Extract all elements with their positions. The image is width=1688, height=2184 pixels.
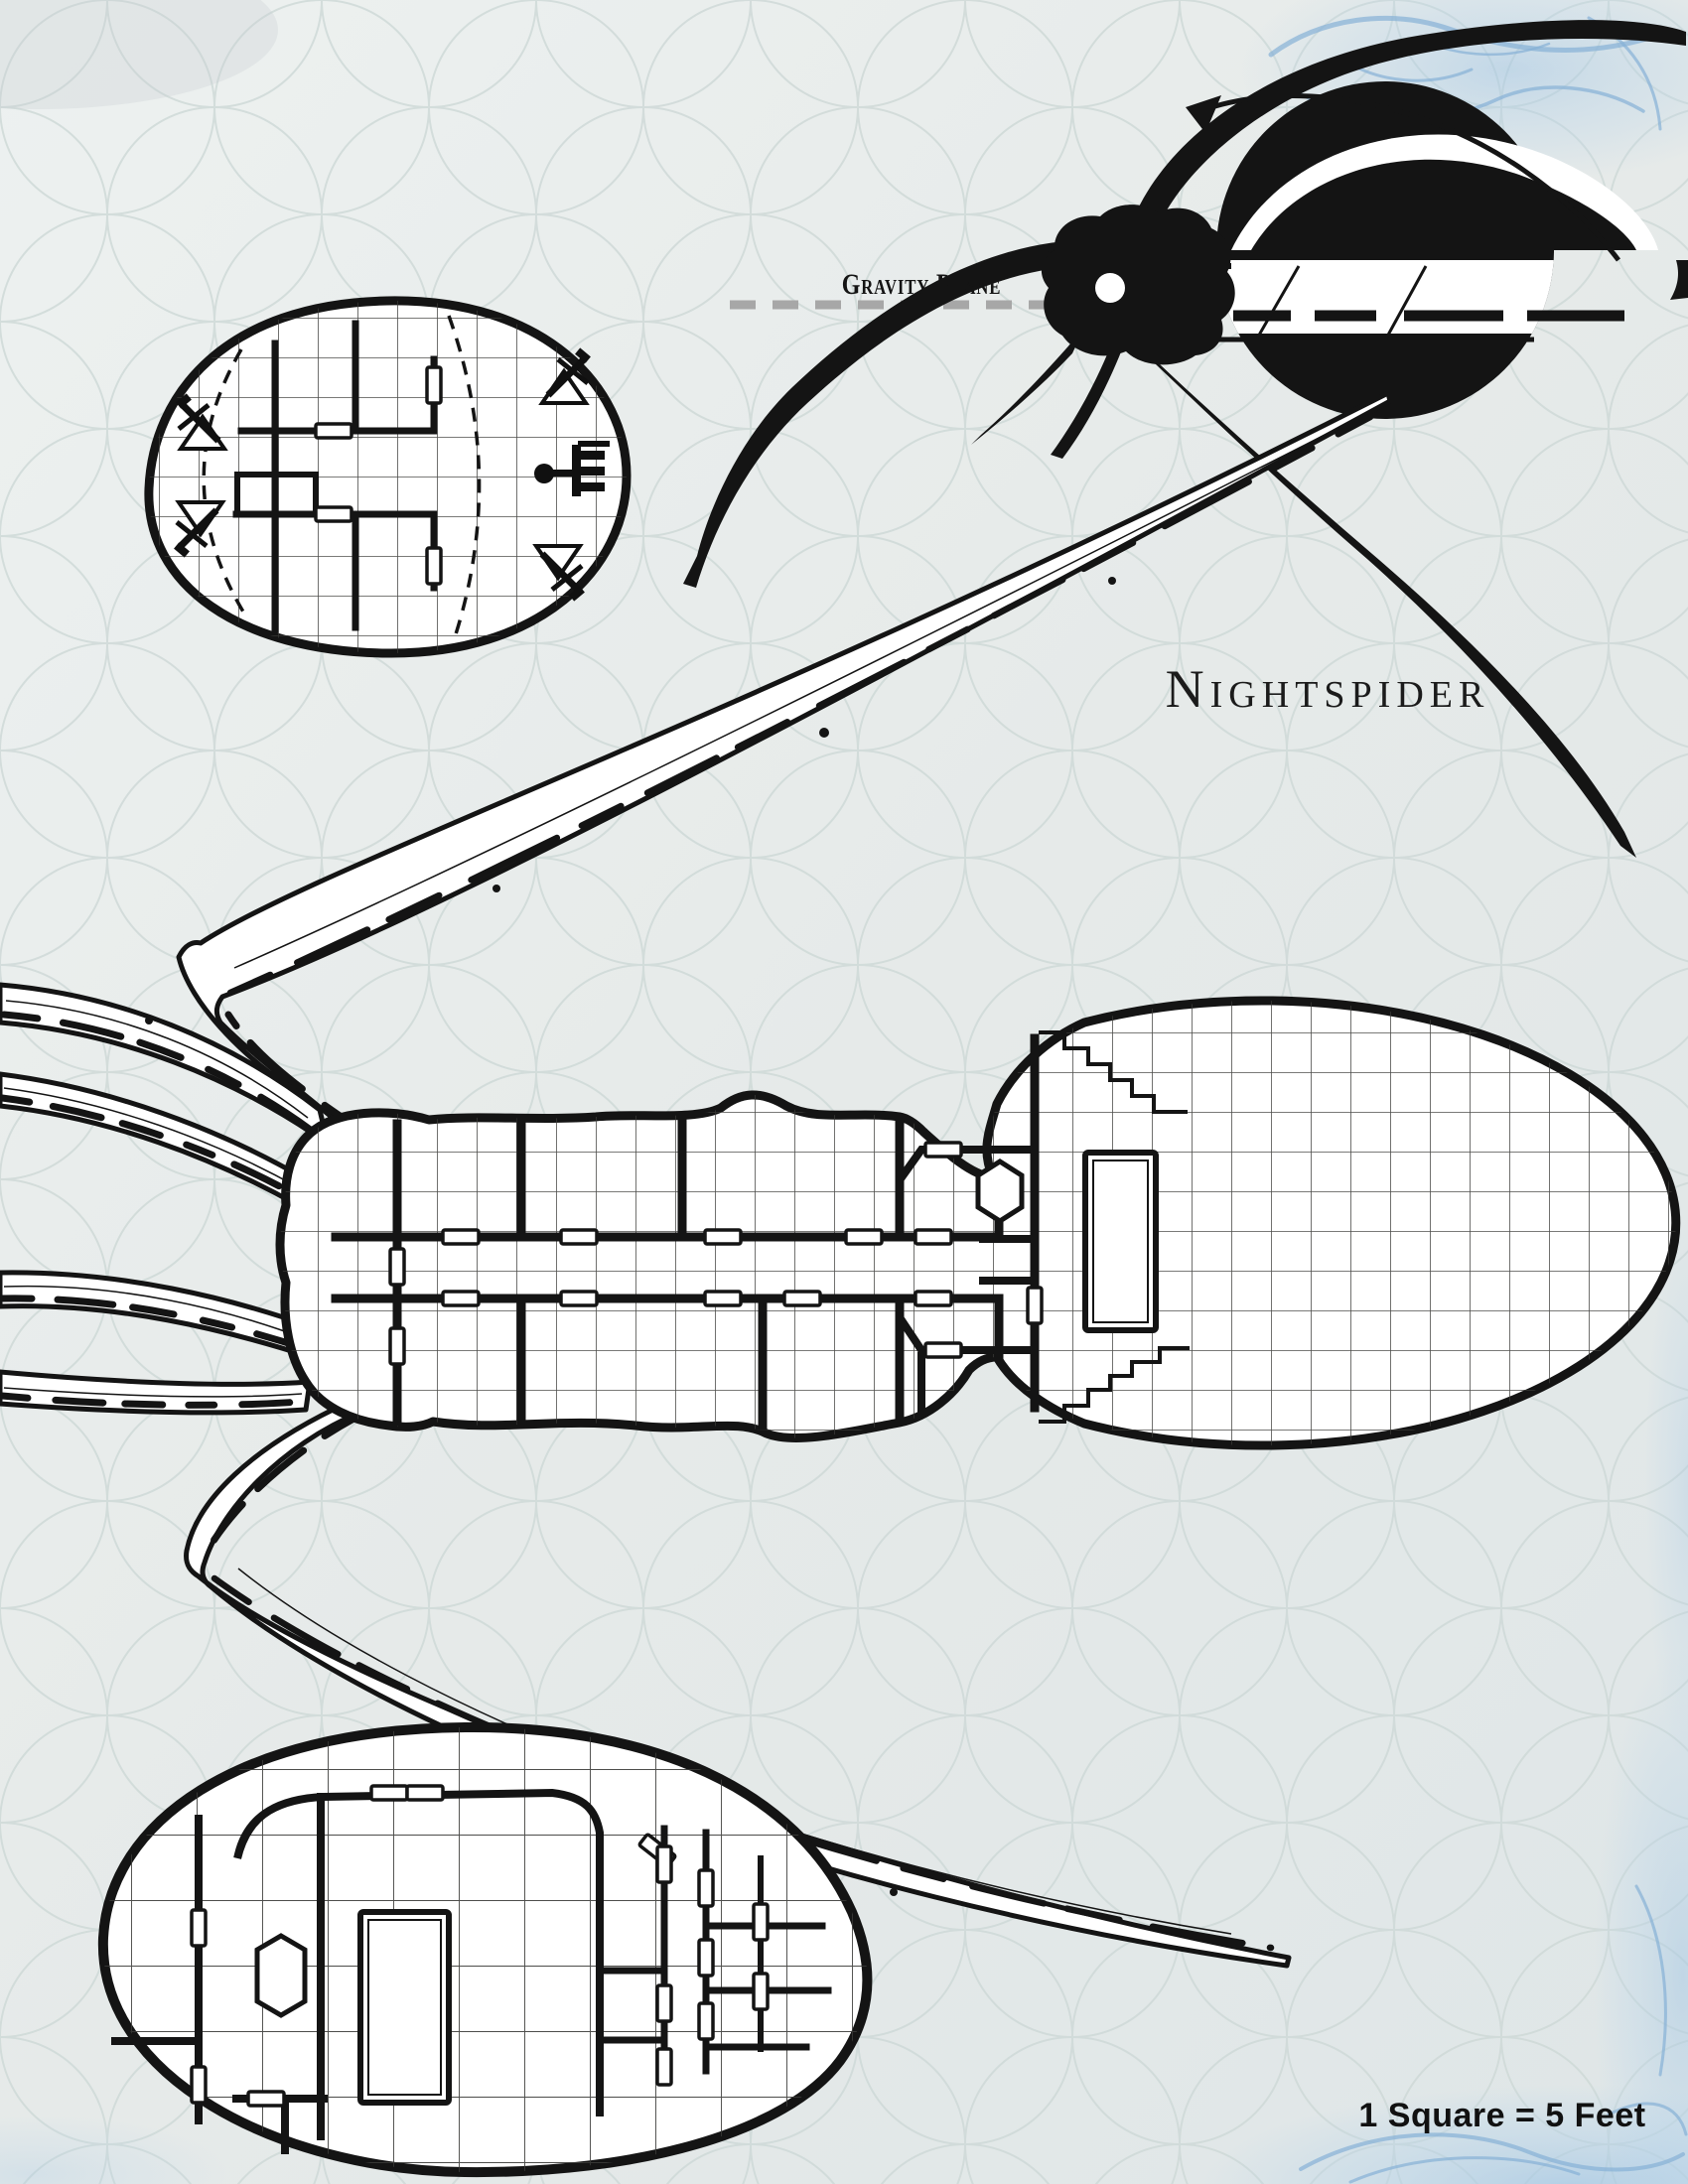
door-icon xyxy=(705,1230,741,1244)
door-icon xyxy=(657,2049,671,2085)
door-icon xyxy=(784,1292,820,1305)
door-icon xyxy=(192,2067,206,2103)
hexagonal-hatch-icon xyxy=(257,1936,305,2015)
door-icon xyxy=(925,1143,961,1157)
map-scale-note: 1 Square = 5 Feet xyxy=(1358,2097,1646,2134)
door-icon xyxy=(657,1846,671,1882)
door-icon xyxy=(699,2003,713,2039)
hexagonal-hatch-icon xyxy=(978,1161,1022,1221)
hatch-rectangle-icon xyxy=(1085,1153,1156,1330)
door-icon xyxy=(561,1230,597,1244)
door-icon xyxy=(915,1230,951,1244)
door-icon xyxy=(443,1230,479,1244)
ship-name-title: Nightspider xyxy=(1165,659,1490,719)
door-icon xyxy=(846,1230,882,1244)
hatch-rectangle-icon xyxy=(360,1912,449,2103)
door-icon xyxy=(371,1786,407,1800)
door-icon xyxy=(427,548,441,584)
side-head-eye-icon xyxy=(1095,273,1125,303)
door-icon xyxy=(699,1940,713,1976)
door-icon xyxy=(316,424,352,438)
door-icon xyxy=(192,1910,206,1946)
upper-deck-plan xyxy=(145,296,632,659)
door-icon xyxy=(657,1985,671,2021)
door-icon xyxy=(699,1870,713,1906)
door-icon xyxy=(754,1974,768,2009)
door-icon xyxy=(248,2092,284,2106)
side-head xyxy=(1042,205,1235,364)
door-icon xyxy=(561,1292,597,1305)
door-icon xyxy=(925,1343,961,1357)
door-icon xyxy=(1028,1288,1042,1323)
door-icon xyxy=(443,1292,479,1305)
gravity-plane-label: Gravity Plane xyxy=(841,267,1002,301)
door-icon xyxy=(390,1249,404,1285)
door-icon xyxy=(754,1904,768,1940)
door-icon xyxy=(427,367,441,403)
door-icon xyxy=(316,507,352,521)
door-icon xyxy=(407,1786,443,1800)
door-icon xyxy=(705,1292,741,1305)
door-icon xyxy=(915,1292,951,1305)
door-icon xyxy=(390,1328,404,1364)
